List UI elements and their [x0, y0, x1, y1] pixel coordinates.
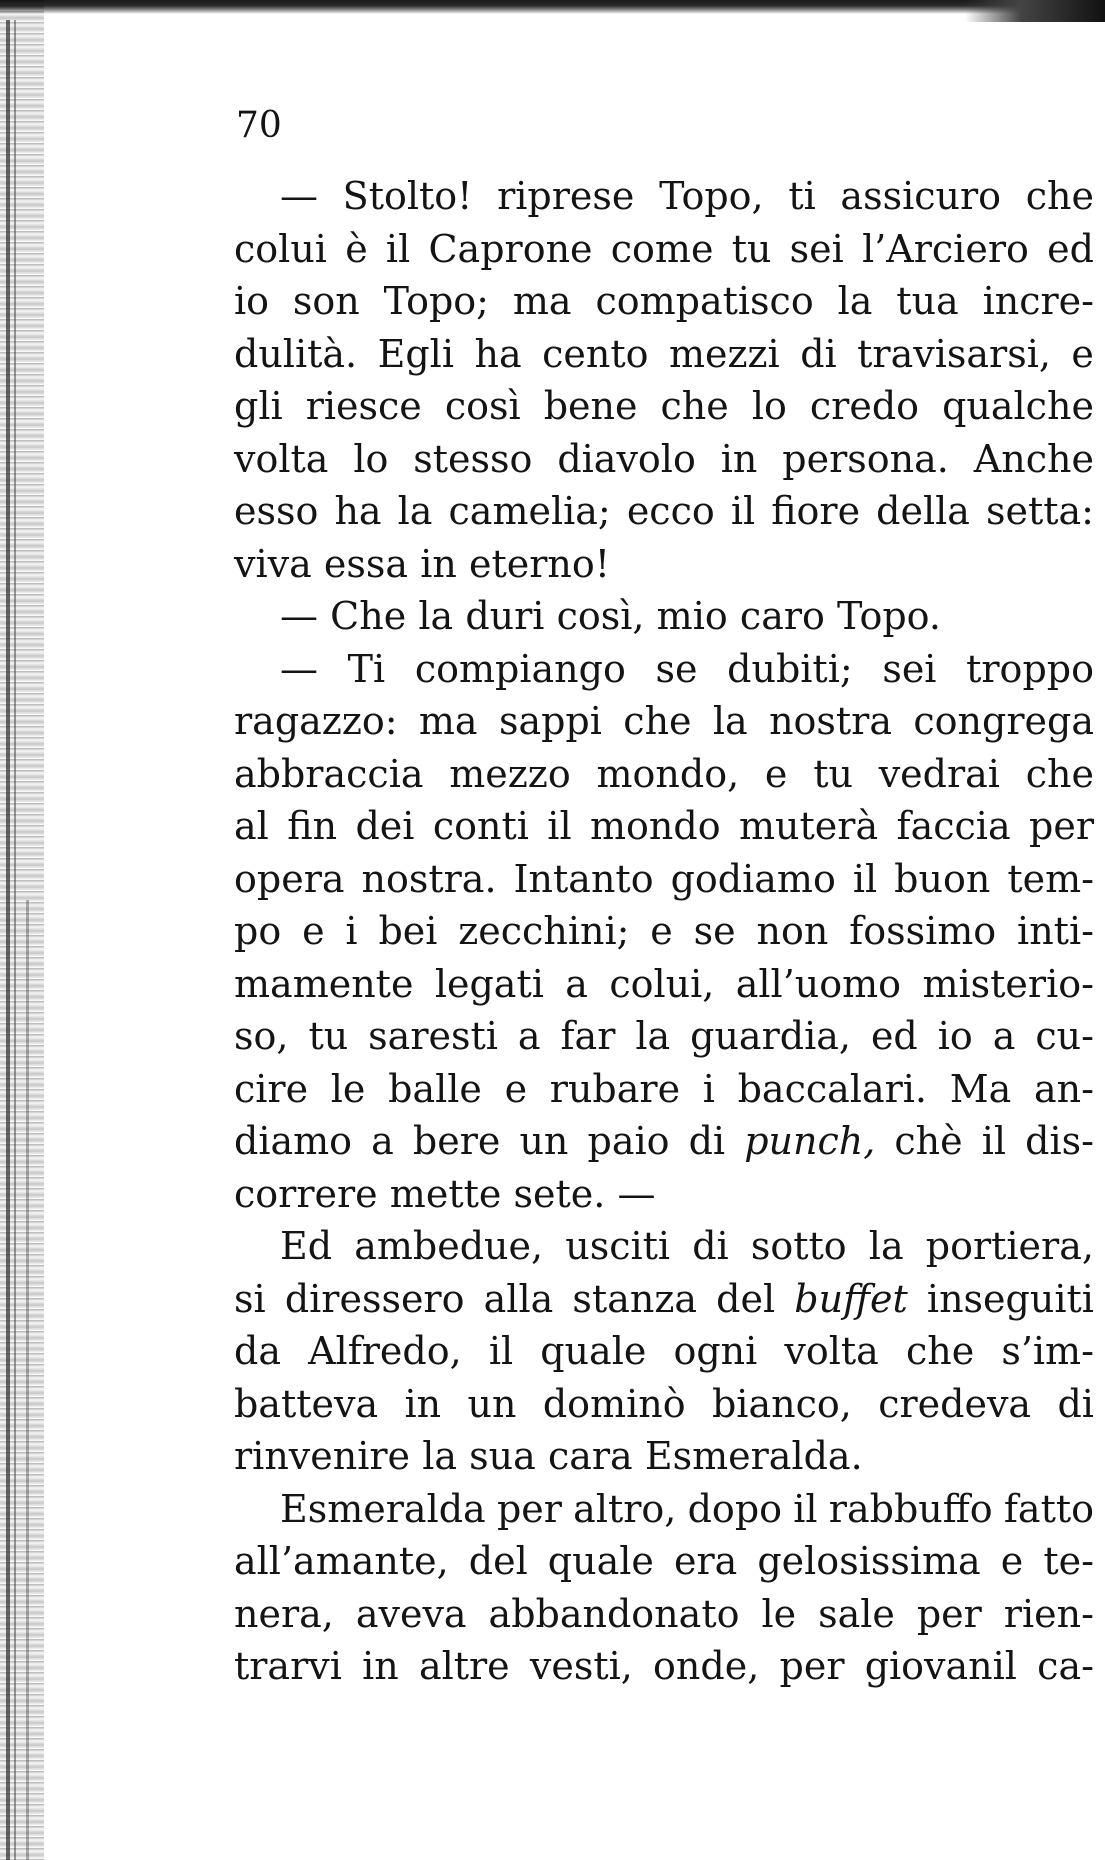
- word: incre-: [982, 279, 1094, 323]
- word: batteva: [234, 1381, 379, 1426]
- word: gelosissima: [757, 1539, 981, 1583]
- word: esso: [234, 489, 319, 533]
- word: portiera,: [925, 1224, 1094, 1268]
- word: ti: [788, 174, 816, 218]
- word: fiore: [771, 489, 861, 533]
- word: fin: [287, 804, 338, 848]
- word: opera: [234, 856, 345, 901]
- word: misterio-: [922, 961, 1094, 1006]
- word: sete.: [513, 1171, 606, 1216]
- text-line: [234, 853, 1094, 906]
- word: troppo: [966, 646, 1094, 691]
- word: essa: [323, 541, 409, 586]
- word: cire: [234, 1066, 309, 1111]
- word: mondo: [590, 804, 721, 848]
- word: i: [702, 1066, 715, 1111]
- word: compatisco: [595, 279, 814, 323]
- text-line: [234, 433, 1094, 486]
- word: onde,: [653, 1644, 760, 1688]
- word: la: [635, 1014, 671, 1058]
- word: un: [467, 1381, 517, 1426]
- word: la: [837, 279, 873, 323]
- word: zecchini;: [458, 909, 630, 953]
- word: rinvenire: [234, 1434, 411, 1478]
- word: che: [1025, 751, 1094, 796]
- word: Esmeralda: [280, 1486, 486, 1531]
- word: che: [905, 1329, 975, 1373]
- text-line: [234, 1588, 1094, 1641]
- word: e: [302, 909, 325, 953]
- word: Topo,: [659, 174, 764, 218]
- word: rubare: [549, 1066, 681, 1111]
- word: po: [234, 909, 282, 953]
- text-line: [234, 1168, 1094, 1221]
- word: riprese: [497, 174, 635, 218]
- word: camelia;: [448, 489, 611, 533]
- binding-gutter-line: [6, 20, 10, 1860]
- word: a: [371, 1119, 394, 1163]
- word: diavolo: [557, 436, 696, 481]
- word: riesce: [305, 384, 422, 428]
- text-line: [234, 748, 1094, 801]
- word: che: [623, 699, 692, 743]
- word: per: [779, 1644, 845, 1688]
- word: sotto: [750, 1224, 847, 1268]
- word: inti-: [1017, 909, 1094, 953]
- word: Ti: [347, 646, 386, 691]
- word: non: [756, 909, 829, 953]
- word: ogni: [673, 1329, 758, 1373]
- text-line: [234, 1483, 1094, 1536]
- word: il: [385, 226, 411, 271]
- word: correre: [234, 1171, 378, 1216]
- word: lo: [353, 436, 389, 481]
- text-line: [234, 800, 1094, 853]
- scan-top-corner-shadow: [965, 0, 1105, 22]
- word: il: [547, 804, 572, 848]
- text-line: [234, 485, 1094, 538]
- text-line: [234, 643, 1094, 696]
- word: dis-: [1025, 1119, 1094, 1163]
- word: e: [1071, 331, 1094, 376]
- text-line: [234, 328, 1094, 381]
- word: se: [693, 909, 736, 953]
- word: tu: [731, 226, 772, 271]
- word: punch,: [744, 1119, 876, 1163]
- word: —: [617, 1171, 656, 1216]
- word: nostra.: [361, 856, 497, 901]
- word: sappi: [498, 699, 602, 743]
- word: bere: [412, 1119, 501, 1163]
- word: lo: [751, 384, 787, 428]
- word: rien-: [1003, 1591, 1094, 1636]
- word: all’amante,: [234, 1539, 449, 1583]
- word: faccia: [896, 804, 1011, 848]
- word: di: [800, 331, 837, 376]
- word: le: [330, 1066, 366, 1111]
- word: la: [868, 1224, 904, 1268]
- word: volta: [234, 436, 329, 481]
- word: tem-: [1007, 856, 1094, 901]
- scan-top-edge: [0, 0, 1105, 14]
- word: duri: [465, 594, 545, 638]
- word: usciti: [565, 1224, 671, 1268]
- word: ecco: [626, 489, 715, 533]
- word: cento: [542, 331, 649, 376]
- word: aveva: [355, 1591, 467, 1636]
- word: diamo: [234, 1119, 353, 1163]
- word: baccalari.: [737, 1066, 927, 1111]
- word: e: [1000, 1539, 1024, 1583]
- word: assicuro: [840, 174, 1002, 218]
- text-line: [234, 1378, 1094, 1431]
- word: muterà: [739, 804, 879, 848]
- word: mezzo: [449, 751, 571, 796]
- word: il: [981, 1119, 1007, 1163]
- word: le: [761, 1591, 797, 1636]
- word: del: [716, 1276, 776, 1321]
- word: godiamo: [670, 856, 836, 901]
- text-line: [234, 695, 1094, 748]
- word: giovanil: [864, 1644, 1017, 1688]
- word: la: [712, 699, 748, 743]
- word: volta: [784, 1329, 879, 1373]
- word: per: [496, 1486, 562, 1531]
- word: inseguiti: [926, 1276, 1094, 1321]
- word: son: [292, 279, 360, 323]
- word: il: [852, 856, 878, 901]
- text-line: [234, 275, 1094, 328]
- word: fossimo: [849, 909, 997, 953]
- word: cara: [547, 1434, 633, 1478]
- text-line: [234, 1640, 1094, 1693]
- word: vedrai: [878, 751, 1000, 796]
- word: congrega: [913, 699, 1094, 743]
- word: all’uomo: [735, 961, 902, 1006]
- word: al: [234, 804, 269, 848]
- word: quale: [547, 1539, 654, 1583]
- word: abbraccia: [234, 751, 424, 796]
- word: rabbuffo: [828, 1486, 993, 1531]
- text-line: [234, 1220, 1094, 1273]
- word: —: [280, 174, 318, 218]
- word: per: [916, 1591, 982, 1636]
- word: te-: [1043, 1539, 1094, 1583]
- text-line: [234, 1430, 1094, 1483]
- word: —: [280, 594, 318, 638]
- word: credeva: [878, 1381, 1032, 1426]
- word: Ma: [949, 1066, 1012, 1111]
- page-number: 70: [236, 105, 282, 146]
- word: far: [560, 1014, 616, 1058]
- word: dopo: [687, 1486, 783, 1531]
- word: mezzi: [668, 331, 780, 376]
- binding-gutter-line: [14, 20, 16, 1860]
- word: sei: [882, 646, 937, 691]
- word: ambedue,: [354, 1224, 544, 1268]
- word: Che: [330, 594, 407, 638]
- word: colui: [234, 226, 327, 271]
- word: se: [655, 646, 698, 691]
- word: nera,: [234, 1591, 334, 1636]
- word: il: [730, 489, 756, 533]
- word: ha: [474, 331, 522, 376]
- word: guardia,: [690, 1014, 851, 1058]
- word: fatto: [1003, 1486, 1094, 1531]
- word: ragazzo:: [234, 699, 398, 743]
- word: tu: [813, 751, 853, 796]
- word: i: [345, 909, 358, 953]
- word: legati: [434, 961, 544, 1006]
- word: qualche: [942, 384, 1094, 428]
- text-line: [234, 1010, 1094, 1063]
- text-line: [234, 380, 1094, 433]
- text-line: [234, 538, 1094, 591]
- word: e: [764, 751, 788, 796]
- word: che: [660, 384, 729, 428]
- word: balle: [388, 1066, 482, 1111]
- word: io: [937, 1014, 973, 1058]
- word: come: [610, 226, 714, 271]
- word: chè: [894, 1119, 963, 1163]
- word: diressero: [284, 1276, 465, 1321]
- word: così,: [556, 594, 645, 638]
- word: del: [468, 1539, 528, 1583]
- word: in: [362, 1644, 399, 1688]
- word: s’im-: [1001, 1329, 1094, 1373]
- word: la: [397, 489, 433, 533]
- word: così: [444, 384, 521, 428]
- word: mondo,: [596, 751, 740, 796]
- word: —: [280, 646, 318, 691]
- word: cu-: [1035, 1014, 1094, 1058]
- word: si: [234, 1276, 266, 1321]
- word: ma: [418, 699, 478, 743]
- word: Topo.: [837, 594, 941, 638]
- word: dei: [355, 804, 415, 848]
- text-line: [234, 1325, 1094, 1378]
- word: colui,: [609, 961, 715, 1006]
- word: stanza: [572, 1276, 697, 1321]
- word: paio: [587, 1119, 670, 1163]
- word: mamente: [234, 961, 414, 1006]
- text-line: [234, 905, 1094, 958]
- word: da: [234, 1329, 281, 1373]
- word: compiango: [414, 646, 626, 691]
- word: tu: [308, 1014, 349, 1058]
- word: dulità.: [234, 331, 358, 376]
- word: in: [420, 541, 457, 586]
- word: altre: [418, 1644, 510, 1688]
- word: ma: [512, 279, 572, 323]
- word: bene: [543, 384, 638, 428]
- word: nostra: [769, 699, 893, 743]
- word: Egli: [377, 331, 454, 376]
- word: dominò: [542, 1381, 686, 1426]
- word: bianco,: [711, 1381, 852, 1426]
- word: quale: [540, 1329, 647, 1373]
- word: bei: [378, 909, 438, 953]
- body-text: [234, 170, 1094, 1693]
- word: Stolto!: [342, 174, 473, 218]
- word: Topo;: [383, 279, 489, 323]
- word: di: [692, 1224, 729, 1268]
- text-line: [234, 170, 1094, 223]
- word: Intanto: [513, 856, 654, 901]
- word: persona.: [782, 436, 949, 481]
- word: ca-: [1037, 1644, 1094, 1688]
- word: Ed: [280, 1224, 333, 1268]
- word: Anche: [973, 436, 1094, 481]
- word: sua: [469, 1434, 536, 1478]
- word: della: [876, 489, 970, 533]
- word: setta:: [985, 489, 1094, 533]
- word: viva: [234, 541, 312, 586]
- word: altro,: [573, 1486, 677, 1531]
- word: mette: [389, 1171, 502, 1216]
- word: a: [565, 961, 588, 1006]
- word: di: [1057, 1381, 1094, 1426]
- word: era: [673, 1539, 738, 1583]
- word: Caprone: [428, 226, 593, 271]
- word: la: [418, 594, 454, 638]
- word: so,: [234, 1014, 289, 1058]
- word: gli: [234, 384, 283, 428]
- word: trarvi: [234, 1644, 342, 1688]
- word: caro: [739, 594, 825, 638]
- word: il: [488, 1329, 514, 1373]
- word: tua: [896, 279, 959, 323]
- word: la: [422, 1434, 457, 1478]
- word: vesti,: [529, 1644, 633, 1688]
- binding-gutter-line: [26, 900, 29, 1860]
- text-line: [234, 223, 1094, 276]
- word: ed: [1047, 226, 1094, 271]
- word: in: [720, 436, 758, 481]
- word: credo: [809, 384, 920, 428]
- word: e: [504, 1066, 528, 1111]
- word: a: [992, 1014, 1016, 1058]
- word: ha: [334, 489, 382, 533]
- word: alla: [483, 1276, 554, 1321]
- word: Esmeralda.: [644, 1434, 863, 1478]
- word: buon: [894, 856, 991, 901]
- word: buffet: [794, 1276, 908, 1321]
- word: è: [345, 226, 368, 271]
- word: travisarsi,: [857, 331, 1051, 376]
- word: an-: [1033, 1066, 1094, 1111]
- word: il: [793, 1486, 818, 1531]
- word: ed: [870, 1014, 918, 1058]
- text-line: [234, 1115, 1094, 1168]
- word: saresti: [368, 1014, 498, 1058]
- text-line: [234, 1063, 1094, 1116]
- text-line: [234, 590, 1094, 643]
- text-line: [234, 1273, 1094, 1326]
- word: in: [404, 1381, 442, 1426]
- word: abbandonato: [488, 1591, 740, 1636]
- word: un: [519, 1119, 569, 1163]
- word: mio: [656, 594, 728, 638]
- word: stesso: [413, 436, 533, 481]
- word: sei: [789, 226, 844, 271]
- word: a: [517, 1014, 541, 1058]
- word: conti: [432, 804, 529, 848]
- text-line: [234, 958, 1094, 1011]
- word: eterno!: [469, 541, 611, 586]
- text-line: [234, 1535, 1094, 1588]
- word: sale: [818, 1591, 895, 1636]
- word: io: [234, 279, 270, 323]
- word: l’Arciero: [862, 226, 1029, 271]
- word: per: [1029, 804, 1094, 848]
- word: dubiti;: [727, 646, 853, 691]
- word: che: [1025, 174, 1094, 218]
- word: di: [688, 1119, 726, 1163]
- word: Alfredo,: [308, 1329, 462, 1373]
- word: e: [650, 909, 673, 953]
